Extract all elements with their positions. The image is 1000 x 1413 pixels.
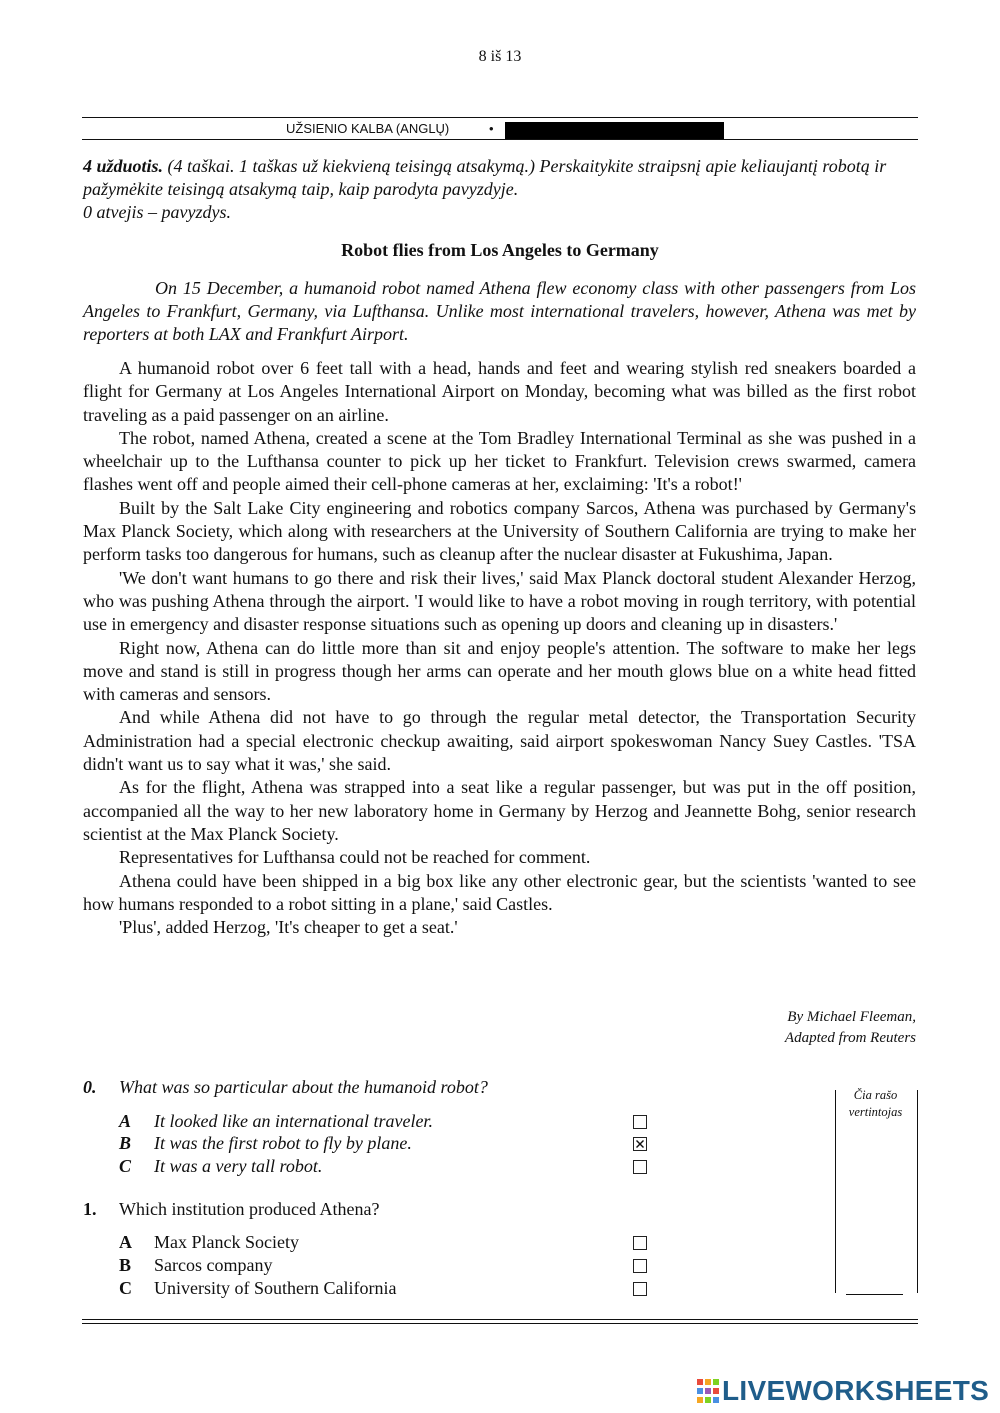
task-text: (4 taškai. 1 taškas už kiekvieną teisingą atsakymą.) Perskaitykite straipsnį apie keliaujantį robotą ir pažymėkite teisingą atsakymą taip, kaip parodyta pavyzdyje. bbox=[83, 156, 887, 199]
option-letter: B bbox=[119, 1133, 132, 1153]
option-text: University of Southern California bbox=[154, 1278, 397, 1298]
header-rule-bottom bbox=[82, 139, 918, 140]
cross-mark-icon bbox=[634, 1138, 646, 1150]
answer-checkbox-q0-b[interactable] bbox=[633, 1137, 647, 1151]
grader-score-line[interactable] bbox=[846, 1294, 903, 1295]
redaction-bar bbox=[505, 122, 724, 139]
footer-rule-top bbox=[82, 1319, 918, 1320]
grader-label-line1: Čia rašo bbox=[853, 1088, 898, 1102]
answer-checkbox-q1-b[interactable] bbox=[633, 1259, 647, 1273]
liveworksheets-logo-icon bbox=[697, 1379, 719, 1403]
byline-source: Adapted from Reuters bbox=[784, 1030, 916, 1046]
option-letter: A bbox=[119, 1232, 132, 1252]
page-number: 8 iš 13 bbox=[478, 48, 522, 65]
answer-checkbox-q1-c[interactable] bbox=[633, 1282, 647, 1296]
answer-checkbox-q0-a[interactable] bbox=[633, 1115, 647, 1129]
article-paragraph: As for the flight, Athena was strapped into a seat like a regular passenger, but was put in the off position, accompanied all the way to her new laboratory home in Germany by Herzog and Jeannette Bohg, senior research scientist at the Max Planck Society. bbox=[83, 777, 916, 844]
article-paragraph: Representatives for Lufthansa could not be reached for comment. bbox=[119, 847, 591, 868]
task-instructions bbox=[83, 155, 916, 224]
option-letter: A bbox=[119, 1111, 132, 1131]
answer-checkbox-q0-c[interactable] bbox=[633, 1160, 647, 1174]
option-text: It looked like an international traveler. bbox=[154, 1111, 433, 1131]
question-text: What was so particular about the humanoid robot? bbox=[119, 1077, 488, 1097]
footer-rule-bottom bbox=[82, 1323, 918, 1324]
option-letter: B bbox=[119, 1255, 132, 1275]
grader-label bbox=[835, 1087, 916, 1121]
task-label: 4 užduotis. bbox=[83, 156, 164, 176]
question-number: 1. bbox=[83, 1199, 97, 1219]
header-rule-top bbox=[82, 117, 918, 118]
article-paragraph: A humanoid robot over 6 feet tall with a head, hands and feet and wearing stylish red sneakers boarded a flight for Germany at Los Angeles International Airport on Monday, becoming what was billed as the first robot traveling as a paid passenger on an airline. bbox=[83, 358, 916, 425]
byline bbox=[785, 1007, 916, 1049]
byline-author: By Michael Fleeman, bbox=[787, 1009, 916, 1025]
article-lead: On 15 December, a humanoid robot named Athena flew economy class with other passengers from Los Angeles to Frankfurt, Germany, via Lufthansa. Unlike most international travelers, however, Athena was met by reporters at both LAX and Frankfurt Airport. bbox=[83, 278, 916, 344]
header-subject: UŽSIENIO KALBA (ANGLŲ) bbox=[286, 121, 450, 136]
article-paragraph: And while Athena did not have to go through the regular metal detector, the Transportation Security Administration had a special electronic checkup awaiting, said airport spokeswoman Nancy Suey Castles. 'TSA didn't want us to say what it was,' she said. bbox=[83, 707, 916, 775]
question-number: 0. bbox=[83, 1077, 97, 1097]
answer-checkbox-q1-a[interactable] bbox=[633, 1236, 647, 1250]
option-text: Sarcos company bbox=[154, 1255, 273, 1275]
watermark-text: LIVEWORKSHEETS bbox=[722, 1375, 990, 1406]
example-note: 0 atvejis – pavyzdys. bbox=[83, 202, 231, 222]
option-text: Max Planck Society bbox=[154, 1232, 299, 1252]
article-paragraph: The robot, named Athena, created a scene at the Tom Bradley International Terminal as she was pushed in a wheelchair up to the Lufthansa counter to pick up her ticket to Frankfurt. Television crews swarmed, camera flashes went off and people aimed their cell-phone cameras at her, exclaiming: 'It's a robot!' bbox=[83, 427, 916, 495]
header-bullet: • bbox=[489, 121, 494, 136]
option-letter: C bbox=[119, 1278, 132, 1298]
article-paragraph: Athena could have been shipped in a big box like any other electronic gear, but the scientists 'wanted to see how humans responded to a robot sitting in a plane,' said Castles. bbox=[83, 870, 916, 914]
grader-label-line2: vertintojas bbox=[848, 1105, 903, 1119]
article-body bbox=[83, 357, 916, 939]
article-title: Robot flies from Los Angeles to Germany bbox=[341, 240, 659, 260]
option-text: It was a very tall robot. bbox=[154, 1156, 323, 1176]
article-paragraph: 'Plus', added Herzog, 'It's cheaper to get a seat.' bbox=[119, 917, 458, 938]
article-paragraph: Built by the Salt Lake City engineering and robotics company Sarcos, Athena was purchased by Germany's Max Planck Society, which along with researchers at the University of Southern California are trying to make her perform tasks too dangerous for humans, such as cleanup after the nuclear disaster at Fukushima, Japan. bbox=[83, 497, 916, 565]
article-paragraph: 'We don't want humans to go there and risk their lives,' said Max Planck doctoral student Alexander Herzog, who was pushing Athena through the airport. 'I would like to have a robot moving in rough territory, with potential use in emergency and disaster response situations such as opening up doors and cleaning up in disasters.' bbox=[83, 567, 916, 635]
option-letter: C bbox=[119, 1156, 132, 1176]
article-paragraph: Right now, Athena can do little more than sit and enjoy people's attention. The software to make her legs move and stand is still in progress though her arms can operate and her mouth glows blue on a white head fitted with cameras and sensors. bbox=[83, 637, 916, 705]
question-text: Which institution produced Athena? bbox=[119, 1199, 380, 1219]
option-text: It was the first robot to fly by plane. bbox=[154, 1133, 412, 1153]
